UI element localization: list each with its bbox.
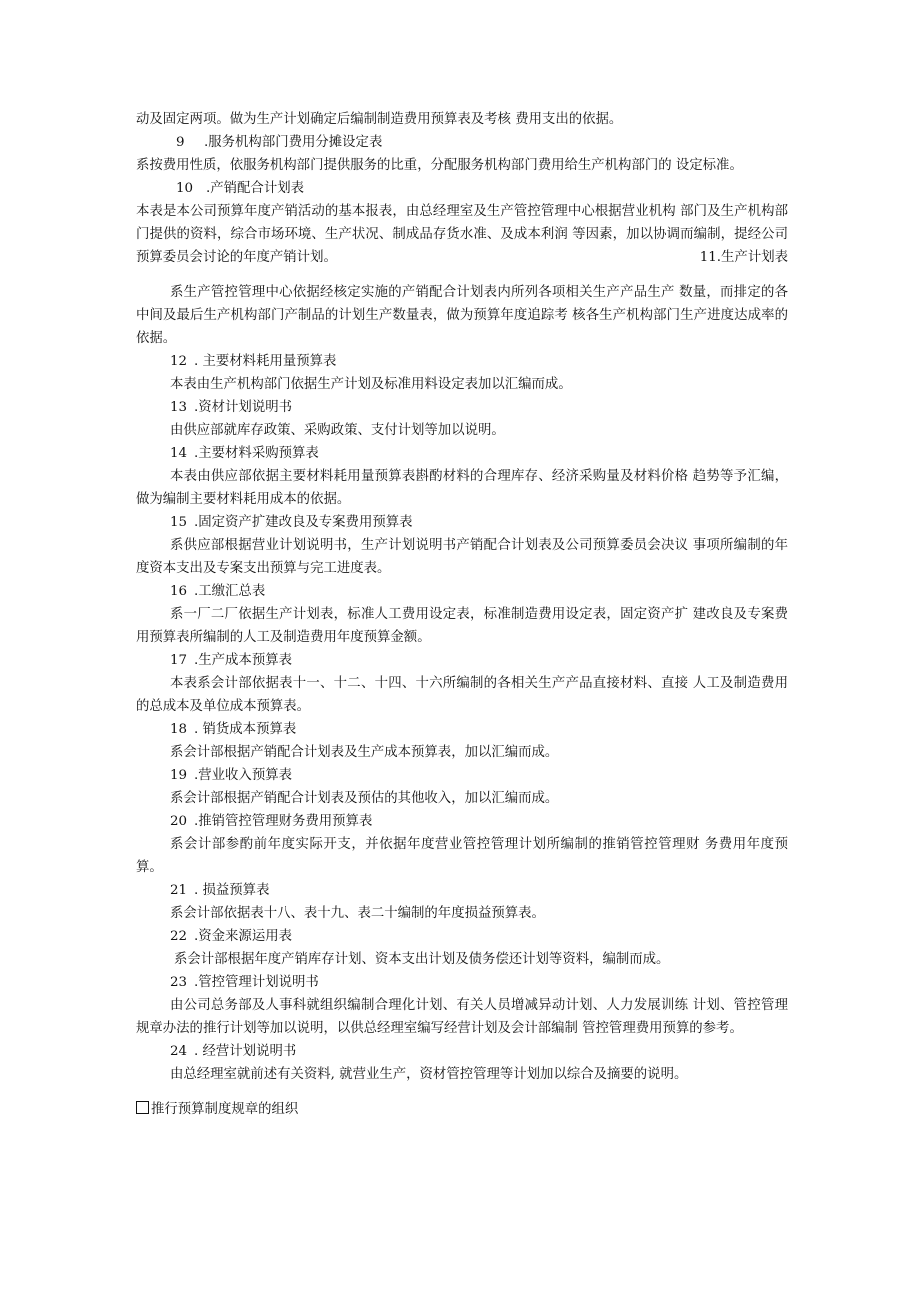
- paragraph-intro: 动及固定两项。做为生产计划确定后编制制造费用预算表及考核 费用支出的依据。: [136, 112, 623, 127]
- item-number: 9: [176, 135, 185, 150]
- heading-item-10: [136, 177, 788, 200]
- item-title: .管控管理计划说明书: [194, 975, 319, 990]
- item-title: 生产计划表: [721, 250, 788, 265]
- item-title: .资金来源运用表: [194, 929, 292, 944]
- heading-item-23: [136, 971, 788, 994]
- item-number: 15: [170, 515, 188, 530]
- item-title: .营业收入预算表: [194, 768, 292, 783]
- heading-item-11: [700, 246, 788, 269]
- item-number: 19: [170, 768, 188, 783]
- paragraph-item-22: 系会计部根据年度产销库存计划、资本支出计划及债务偿还计划等资料，编制而成。: [174, 952, 670, 967]
- paragraph-item-17: 本表系会计部依据表十一、十二、十四、十六所编制的各相关生产产品直接材料、直接 人工及制造费用的总成本及单位成本预算表。: [136, 676, 788, 714]
- item-title: . 经营计划说明书: [194, 1044, 297, 1059]
- paragraph-item-23: 由公司总务部及人事科就组织编制合理化计划、有关人员增减异动计划、人力发展训练 计划、管控管理规章办法的推行计划等加以说明，以供总经理室编写经营计划及会计部编制 管控管理费用预算的参考。: [136, 998, 788, 1036]
- item-number: 11.: [699, 250, 722, 265]
- item-number: 23: [170, 975, 188, 990]
- paragraph-item-19: 系会计部根据产销配合计划表及预估的其他收入，加以汇编而成。: [170, 791, 559, 806]
- item-number: 17: [170, 653, 188, 668]
- section-heading: [136, 1098, 788, 1121]
- paragraph-text: 本表是本公司预算年度产销活动的基本报表，由总经理室及生产管控管理中心根据营业机构 部门及生产机构部门提供的资料，综合市场环境、生产状况、制成品存货水准、及成本利润 等因素，加以协调而编制，提经公司预算委员会讨论的年度产销计划。: [136, 204, 788, 265]
- item-title: .服务机构部门费用分摊设定表: [204, 135, 383, 150]
- item-number: 20: [170, 814, 188, 829]
- heading-item-9: [136, 131, 788, 154]
- paragraph-item-13: 由供应部就库存政策、采购政策、支付计划等加以说明。: [170, 423, 505, 438]
- document-page: [136, 108, 788, 1121]
- paragraph-item-12: 本表由生产机构部门依据生产计划及标准用料设定表加以汇编而成。: [170, 377, 572, 392]
- item-title: .固定资产扩建改良及专案费用预算表: [194, 515, 413, 530]
- paragraph-item-16: 系一厂二厂依据生产计划表，标准人工费用设定表，标准制造费用设定表，固定资产扩 建改良及专案费用预算表所编制的人工及制造费用年度预算金额。: [136, 607, 788, 645]
- item-title: .产销配合计划表: [206, 181, 304, 196]
- item-number: 13: [170, 400, 188, 415]
- item-title: .推销管控管理财务费用预算表: [194, 814, 373, 829]
- checkbox-square-icon: [136, 1101, 149, 1114]
- paragraph-item-24: 由总经理室就前述有关资料, 就营业生产，资材管控管理等计划加以综合及摘要的说明。: [170, 1067, 688, 1082]
- heading-item-13: [136, 396, 788, 419]
- item-title: .资材计划说明书: [194, 400, 292, 415]
- paragraph-item-9: 系按费用性质，依服务机构部门提供服务的比重，分配服务机构部门费用给生产机构部门的 设定标准。: [136, 158, 743, 173]
- heading-item-15: [136, 511, 788, 534]
- paragraph-item-21: 系会计部依据表十八、表十九、表二十编制的年度损益预算表。: [170, 906, 545, 921]
- item-number: 16: [170, 584, 188, 599]
- heading-item-22: [136, 925, 788, 948]
- heading-item-20: [136, 810, 788, 833]
- item-number: 14: [170, 446, 188, 461]
- heading-item-16: [136, 580, 788, 603]
- heading-item-21: [136, 879, 788, 902]
- heading-item-24: [136, 1040, 788, 1063]
- item-title: . 销货成本预算表: [194, 722, 297, 737]
- paragraph-item-14: 本表由供应部依据主要材料耗用量预算表斟酌材料的合理库存、经济采购量及材料价格 趋势等予汇编，做为编制主要材料耗用成本的依据。: [136, 469, 788, 507]
- item-number: 12: [170, 354, 188, 369]
- heading-item-12: [136, 350, 788, 373]
- paragraph-item-18: 系会计部根据产销配合计划表及生产成本预算表，加以汇编而成。: [170, 745, 559, 760]
- item-number: 18: [170, 722, 188, 737]
- heading-item-14: [136, 442, 788, 465]
- item-number: 10: [176, 181, 194, 196]
- item-title: . 损益预算表: [194, 883, 270, 898]
- heading-item-18: [136, 718, 788, 741]
- heading-item-19: [136, 764, 788, 787]
- section-heading-text: 推行预算制度规章的组织: [151, 1102, 299, 1117]
- item-number: 21: [170, 883, 188, 898]
- item-title: .主要材料采购预算表: [194, 446, 319, 461]
- paragraph-item-15: 系供应部根据营业计划说明书，生产计划说明书产销配合计划表及公司预算委员会决议 事项所编制的年度资本支出及专案支出预算与完工进度表。: [136, 538, 788, 576]
- heading-item-17: [136, 649, 788, 672]
- item-number: 24: [170, 1044, 188, 1059]
- paragraph-item-11: 系生产管控管理中心依据经核定实施的产销配合计划表内所列各项相关生产产品生产 数量，而排定的各中间及最后生产机构部门产制品的计划生产数量表，做为预算年度追踪考 核各生产机构部门生产进度达成率的依据。: [136, 285, 788, 346]
- item-title: .生产成本预算表: [194, 653, 292, 668]
- item-title: .工缴汇总表: [194, 584, 266, 599]
- item-number: 22: [170, 929, 188, 944]
- paragraph-item-20: 系会计部参酌前年度实际开支，并依据年度营业管控管理计划所编制的推销管控管理财 务费用年度预算。: [136, 837, 788, 875]
- paragraph-item-10: [136, 200, 788, 269]
- item-title: . 主要材料耗用量预算表: [194, 354, 337, 369]
